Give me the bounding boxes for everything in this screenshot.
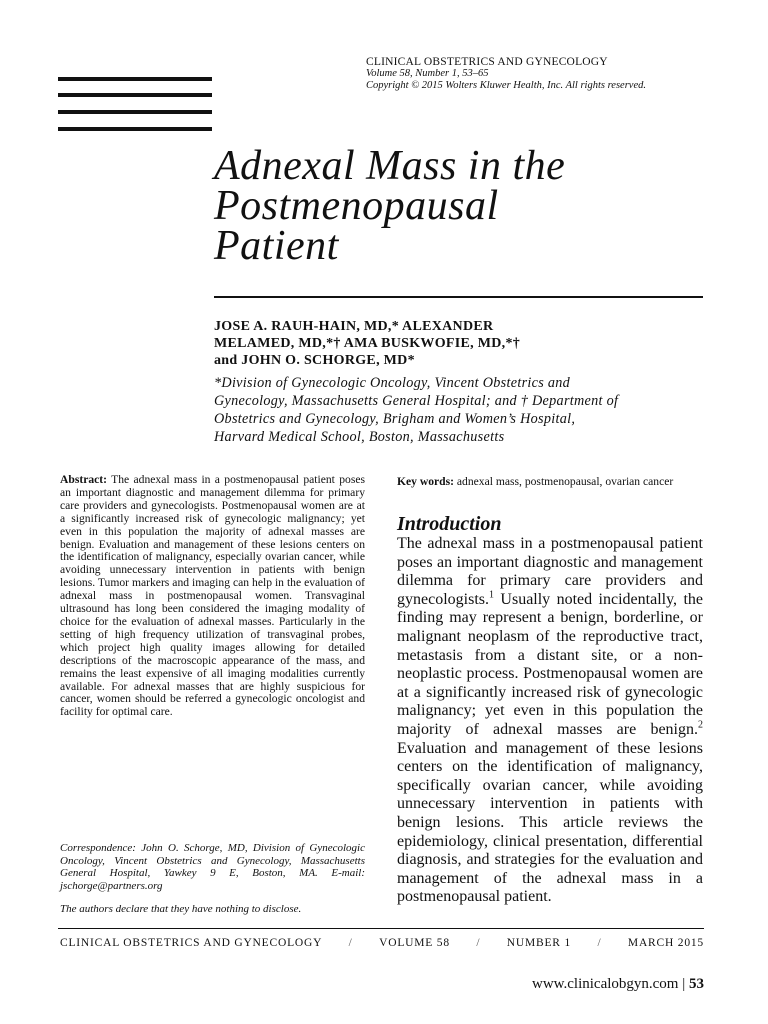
header-rule-3 <box>58 110 212 114</box>
correspondence: Correspondence: John O. Schorge, MD, Division of Gynecologic Oncology, Vincent Obstetrics and Gynecology, Massachusetts General Hospital, Yawkey 9 E, Boston, MA. E-mail: jschorge@partners.org <box>60 842 365 892</box>
header-rule-4 <box>58 127 212 131</box>
keywords <box>397 476 703 489</box>
intro-text-3: Evaluation and management of these lesions centers on the identification of malignancy, specifically ovarian cancer, while avoiding unnecessary intervention in patients with benign lesions. This article reviews the epidemiology, clinical presentation, differential diagnosis, and strategies for the evaluation and management of the adnexal mass in a postmenopausal patient. <box>397 739 703 906</box>
footer-separator: / <box>476 937 481 949</box>
affiliation-line-3: Obstetrics and Gynecology, Brigham and Women’s Hospital, <box>214 411 576 427</box>
title-divider <box>214 296 703 298</box>
footer-volume: VOLUME 58 <box>379 937 450 949</box>
keywords-text: adnexal mass, postmenopausal, ovarian cancer <box>456 475 674 488</box>
title-line-3: Patient <box>214 223 339 269</box>
journal-header <box>366 56 726 92</box>
affiliations <box>214 374 709 446</box>
abstract-label: Abstract: <box>60 473 108 486</box>
abstract <box>60 474 365 719</box>
footer-number: NUMBER 1 <box>506 937 572 949</box>
authors-line-3: and JOHN O. SCHORGE, MD* <box>214 353 415 368</box>
header-rule-1 <box>58 77 212 81</box>
footer-divider <box>58 928 704 929</box>
page-footer-line <box>532 976 704 993</box>
reference-marker-1[interactable]: 1 <box>489 589 494 601</box>
footer-divider-bar: | <box>682 976 686 992</box>
introduction-body <box>397 535 703 907</box>
footer-journal: CLINICAL OBSTETRICS AND GYNECOLOGY <box>60 937 323 949</box>
footer-date: MARCH 2015 <box>627 937 704 949</box>
title-line-1: Adnexal Mass in the <box>214 143 566 189</box>
authors-line-2: MELAMED, MD,*† AMA BUSKWOFIE, MD,*† <box>214 336 521 351</box>
affiliation-line-2: Gynecology, Massachusetts General Hospital; and † Department of <box>214 393 619 409</box>
article-title <box>214 143 714 269</box>
page-number: 53 <box>689 976 704 992</box>
abstract-text: The adnexal mass in a postmenopausal patient poses an important diagnostic and management dilemma for primary care providers and gynecologists. Postmenopausal women are at a significantly increased risk of gynecologic malignancy; yet even in this population the majority of adnexal masses are benign. Evaluation and management of these lesions centers on the identification of malignancy, especially ovarian cancer, while avoiding unnecessary intervention in patients with benign lesions. Tumor markers and imaging can help in the evaluation of adnexal mass in postmenopausal women. Transvaginal ultrasound has long been considered the imaging modality of choice for the evaluation of adnexal masses. Particularly in the setting of high frequency utilization of transvaginal probes, which project high quality images allowing for detailed descriptions of the macroscopic appearance of the mass, and remains the least expensive of all imaging modalities currently available. For adnexal masses that are highly suspicious for cancer, women should be referred a gynecologic oncologist and facility for optimal care. <box>60 473 365 719</box>
authors-line-1: JOSE A. RAUH-HAIN, MD,* ALEXANDER <box>214 319 494 334</box>
title-line-2: Postmenopausal <box>214 183 499 229</box>
author-list <box>214 318 704 369</box>
affiliation-line-1: *Division of Gynecologic Oncology, Vincent Obstetrics and <box>214 375 571 391</box>
affiliation-line-4: Harvard Medical School, Boston, Massachusetts <box>214 429 505 445</box>
disclosure: The authors declare that they have nothing to disclose. <box>60 903 302 915</box>
footer-separator: / <box>597 937 602 949</box>
intro-text-1: The adnexal mass in a postmenopausal patient poses an important diagnostic and management dilemma for primary care providers and gynecologists. <box>397 535 703 608</box>
intro-text-2: Usually noted incidentally, the finding may represent a benign, borderline, or malignant neoplasm of the reproductive tract, metastasis from a distant site, or a non-neoplastic process. Postmenopausal women are at a significantly increased risk of gynecologic malignancy; yet even in this population the majority of adnexal masses are benign. <box>397 590 703 738</box>
volume-line: Volume 58, Number 1, 53–65 <box>366 68 489 79</box>
header-rule-2 <box>58 93 212 97</box>
footer <box>60 937 704 949</box>
keywords-label: Key words: <box>397 475 454 488</box>
reference-marker-2[interactable]: 2 <box>698 719 703 731</box>
section-heading-introduction: Introduction <box>397 513 502 535</box>
copyright-line: Copyright © 2015 Wolters Kluwer Health, Inc. All rights reserved. <box>366 80 646 91</box>
website-link[interactable]: www.clinicalobgyn.com <box>531 976 679 992</box>
journal-name: CLINICAL OBSTETRICS AND GYNECOLOGY <box>366 56 608 68</box>
footer-separator: / <box>348 937 353 949</box>
